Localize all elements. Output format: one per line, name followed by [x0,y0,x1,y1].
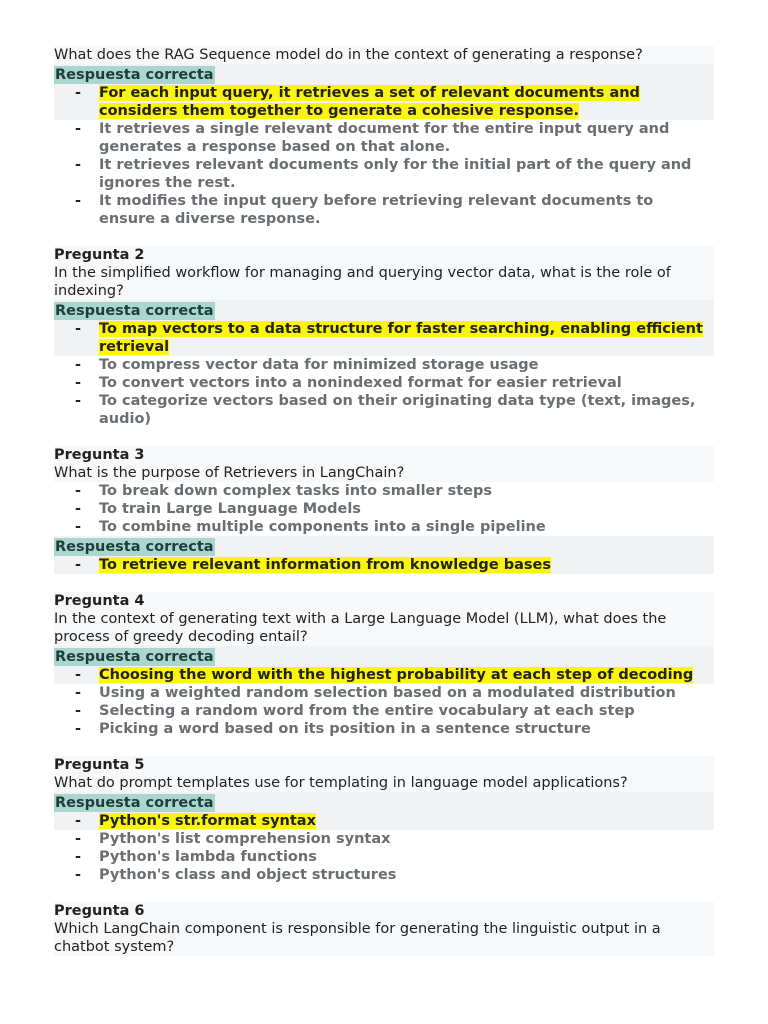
correct-answer-text: Choosing the word with the highest probability at each step of decoding [99,667,694,683]
block-spacer [54,228,714,246]
question-number: Pregunta 4 [54,593,145,609]
bullet-dash: - [75,85,82,101]
block-spacer [54,738,714,756]
bullet-dash: - [75,557,82,573]
question-number: Pregunta 6 [54,903,145,919]
question-block [54,46,714,228]
answer-option [54,720,714,738]
answer-option-text: To convert vectors into a nonindexed format for easier retrieval [99,375,622,391]
correct-answer-label: Respuesta correcta [55,303,214,319]
question-header [54,756,714,792]
answer-option [54,518,714,536]
answer-option-text: It retrieves a single relevant document for the entire input query and generates a response based on that alone. [99,121,670,155]
correct-answer [54,556,714,574]
question-header [54,446,714,482]
answer-option [54,684,714,702]
answer-option [54,830,714,848]
answer-option [54,482,714,500]
bullet-dash: - [75,193,82,209]
correct-answer-label: Respuesta correcta [55,67,214,83]
bullet-dash: - [75,813,82,829]
answer-option-text: Picking a word based on its position in a sentence structure [99,721,591,737]
bullet-dash: - [75,519,82,535]
question-header [54,592,714,646]
answer-option [54,356,714,374]
question-text: What does the RAG Sequence model do in the context of generating a response? [54,47,643,63]
question-text: In the simplified workflow for managing and querying vector data, what is the role of indexing? [54,265,671,299]
correct-label-row [54,792,714,812]
question-block [54,446,714,574]
bullet-dash: - [75,357,82,373]
block-spacer [54,574,714,592]
bullet-dash: - [75,721,82,737]
correct-label-row [54,300,714,320]
question-block [54,592,714,738]
question-header [54,246,714,300]
correct-answer-label: Respuesta correcta [55,795,214,811]
bullet-dash: - [75,121,82,137]
answer-option [54,392,714,428]
correct-label-row [54,536,714,556]
answer-option-text: Python's list comprehension syntax [99,831,391,847]
bullet-dash: - [75,667,82,683]
question-number: Pregunta 3 [54,447,145,463]
correct-answer [54,320,714,356]
correct-answer-text: To map vectors to a data structure for faster searching, enabling efficient retrieval [99,321,703,355]
correct-label-row [54,64,714,84]
answer-option [54,500,714,518]
answer-option [54,192,714,228]
question-block [54,756,714,884]
answer-option-text: Python's class and object structures [99,867,397,883]
question-text: In the context of generating text with a Large Language Model (LLM), what does the process of greedy decoding entail? [54,611,667,645]
question-text: Which LangChain component is responsible for generating the linguistic output in a chatbot system? [54,921,661,955]
block-spacer [54,428,714,446]
answer-option-text: To combine multiple components into a single pipeline [99,519,546,535]
question-header [54,46,714,64]
correct-answer [54,812,714,830]
answer-option [54,156,714,192]
question-block [54,902,714,956]
block-spacer [54,884,714,902]
answer-option-text: Selecting a random word from the entire vocabulary at each step [99,703,635,719]
answer-option-text: To train Large Language Models [99,501,361,517]
bullet-dash: - [75,703,82,719]
correct-answer [54,84,714,120]
question-block [54,246,714,428]
answer-option-text: Using a weighted random selection based on a modulated distribution [99,685,676,701]
correct-answer-label: Respuesta correcta [55,649,214,665]
correct-answer-text: To retrieve relevant information from knowledge bases [99,557,551,573]
answer-option [54,120,714,156]
answer-option-text: To break down complex tasks into smaller steps [99,483,492,499]
bullet-dash: - [75,157,82,173]
answer-option [54,702,714,720]
question-number: Pregunta 5 [54,757,145,773]
answer-option [54,866,714,884]
question-text: What do prompt templates use for templating in language model applications? [54,775,628,791]
bullet-dash: - [75,483,82,499]
question-number: Pregunta 2 [54,247,145,263]
answer-option-text: It modifies the input query before retrieving relevant documents to ensure a diverse response. [99,193,654,227]
answer-option [54,848,714,866]
bullet-dash: - [75,867,82,883]
bullet-dash: - [75,501,82,517]
bullet-dash: - [75,375,82,391]
correct-answer [54,666,714,684]
quiz-content [54,46,714,956]
question-text: What is the purpose of Retrievers in LangChain? [54,465,405,481]
bullet-dash: - [75,321,82,337]
answer-option [54,374,714,392]
correct-label-row [54,646,714,666]
answer-option-text: Python's lambda functions [99,849,317,865]
correct-answer-text: For each input query, it retrieves a set of relevant documents and considers them together to generate a cohesive response. [99,85,640,119]
question-header [54,902,714,956]
bullet-dash: - [75,831,82,847]
answer-option-text: To categorize vectors based on their originating data type (text, images, audio) [99,393,696,427]
bullet-dash: - [75,685,82,701]
correct-answer-text: Python's str.format syntax [99,813,316,829]
bullet-dash: - [75,849,82,865]
answer-option-text: It retrieves relevant documents only for the initial part of the query and ignores the rest. [99,157,692,191]
answer-option-text: To compress vector data for minimized storage usage [99,357,539,373]
bullet-dash: - [75,393,82,409]
correct-answer-label: Respuesta correcta [55,539,214,555]
